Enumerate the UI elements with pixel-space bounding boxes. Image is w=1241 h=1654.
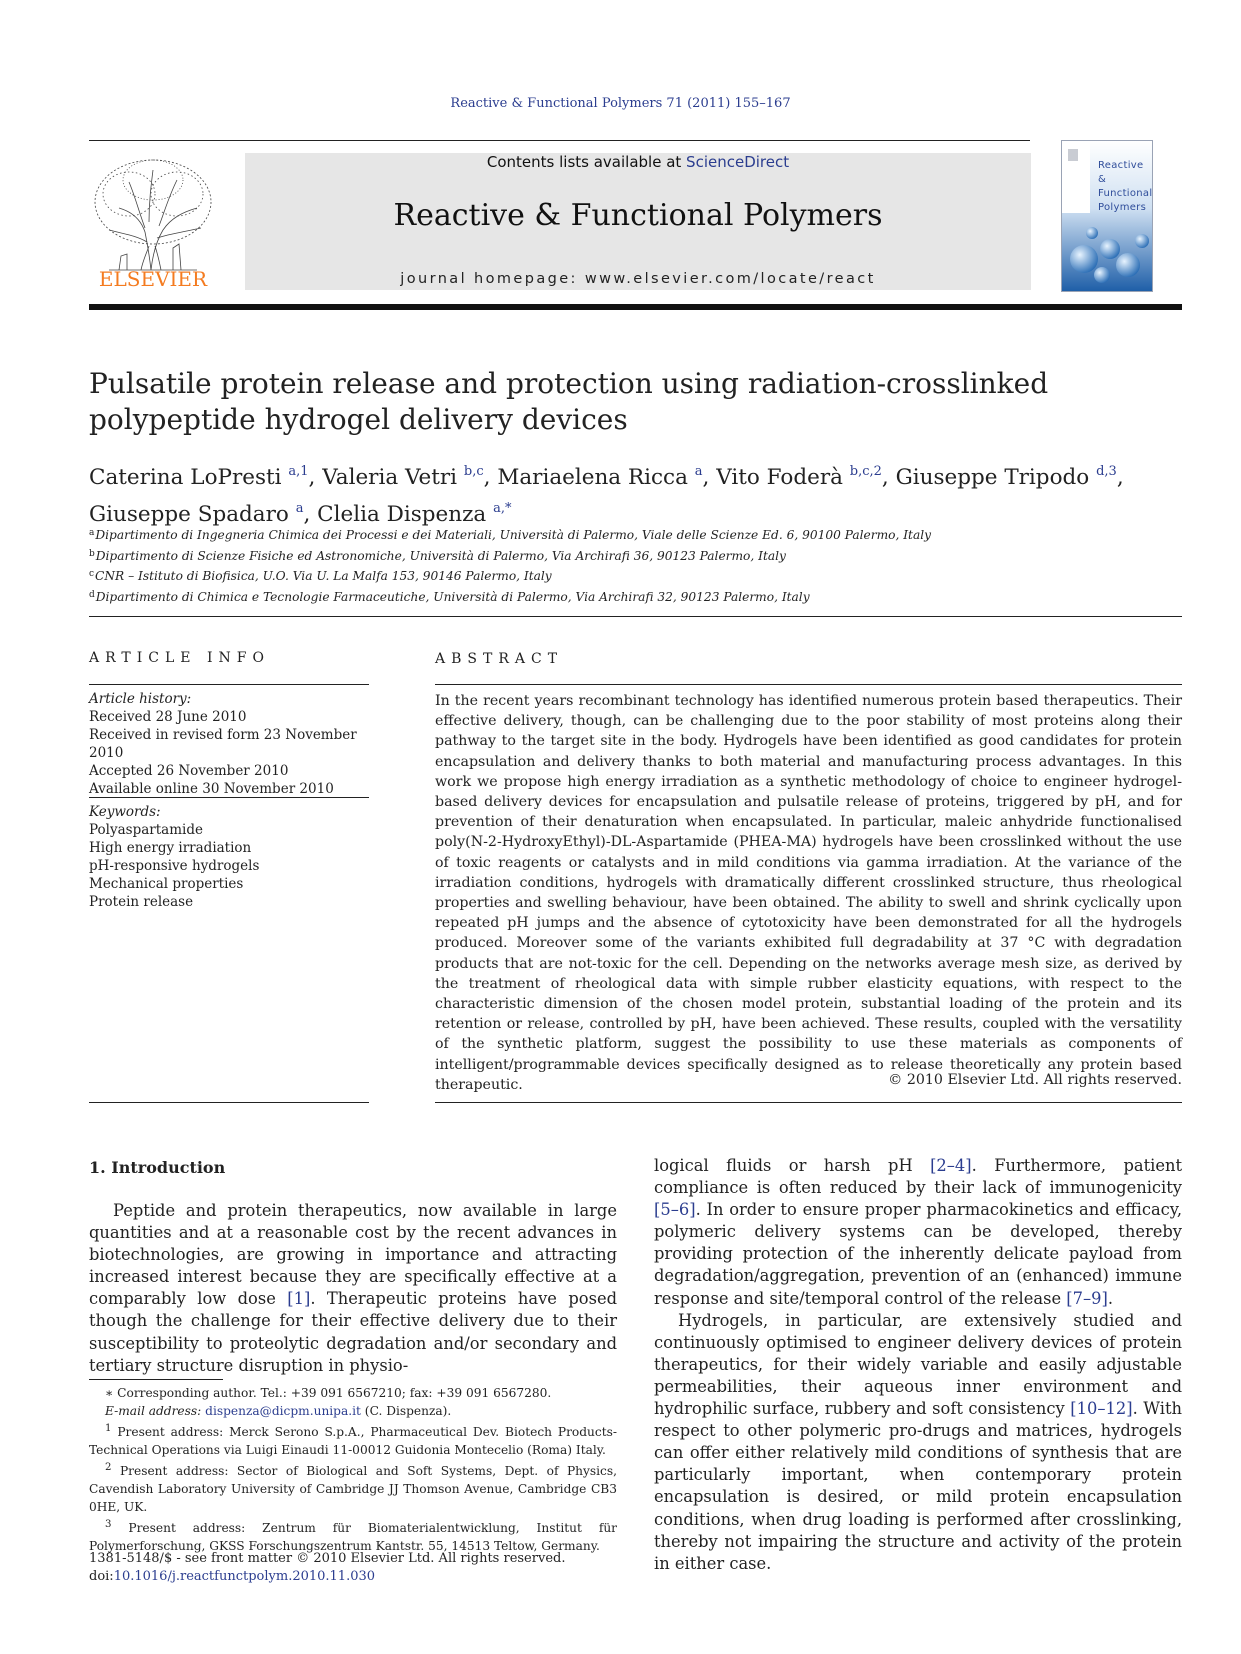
cover-title-line: Polymers — [1098, 202, 1147, 213]
author-separator: , — [881, 465, 896, 490]
keywords-label: Keywords: — [89, 804, 161, 820]
author-name: Mariaelena Ricca — [497, 465, 688, 490]
keywords-divider — [89, 797, 369, 798]
doi-label: doi: — [89, 1569, 114, 1584]
abstract-bottom-rule — [435, 1102, 1182, 1103]
affiliations-divider — [89, 616, 1182, 617]
affiliation — [89, 545, 1182, 566]
affiliation-letter: c — [89, 569, 95, 579]
author-separator: , — [702, 465, 717, 490]
email-suffix: (C. Dispenza). — [360, 1404, 452, 1418]
contents-prefix: Contents lists available at — [486, 153, 687, 171]
citation-link[interactable]: [2–4] — [930, 1156, 972, 1175]
footnote — [89, 1420, 617, 1459]
author-affiliation-link[interactable]: a — [694, 464, 703, 479]
author-separator: , — [1116, 465, 1124, 490]
body-text: logical fluids or harsh pH — [654, 1156, 931, 1175]
body-text: Hydrogels, in particular, are extensively studied and continuously optimised to engineer delivery devices of protein therapeutics, for their widely variable and easily adjustable permeabilities, their aqueous inner environment and hydrophilic surface, rubbery and soft consistency — [654, 1310, 1182, 1419]
abstract-copyright: © 2010 Elsevier Ltd. All rights reserved. — [888, 1072, 1182, 1088]
abstract-divider — [435, 684, 1182, 685]
corresponding-author-link[interactable]: a,* — [493, 501, 512, 516]
body-text: . Furthermore, patient compliance is often reduced by their lack of immunogenicity — [654, 1156, 1182, 1198]
affiliation-letter: b — [89, 548, 95, 559]
body-column-left — [89, 1200, 617, 1377]
body-text: . Therapeutic proteins have posed though the challenge for their effective delivery due to their susceptibility to proteolytic degradation and/or secondary and tertiary structure disruption in physio- — [89, 1289, 618, 1375]
author — [322, 465, 497, 490]
author-name: Giuseppe Spadaro — [89, 502, 289, 527]
article-history-label: Article history: — [89, 691, 192, 707]
elsevier-wordmark: ELSEVIER — [98, 267, 208, 291]
citation-link[interactable]: [7–9] — [1066, 1288, 1108, 1308]
author-name: Clelia Dispenza — [317, 502, 487, 527]
affiliation — [89, 565, 1182, 586]
footnote-number: 3 — [105, 1519, 112, 1531]
abstract-text: In the recent years recombinant technology has identified numerous protein based therapeutics. Their effective delivery, though, can be challenging due to the poor stability of most proteins along their pathway to the target site in the body. Hydrogels have been identified as good candidates for protein encapsulation and delivery thanks to both material and manufacturing process advantages. In this work we propose high energy irradiation as a synthetic methodology of choice to engineer hydrogel-based delivery devices for encapsulation and pulsatile release of proteins, triggered by pH, and for prevention of their denaturation when encapsulated. In particular, maleic anhydride functionalised poly(N-2-HydroxyEthyl)-DL-Aspartamide (PHEA-MA) hydrogels have been crosslinked without the use of toxic reagents or catalysts and in mild conditions via gamma irradiation. At the variance of the irradiation conditions, hydrogels with dramatically different crosslinked structure, thus rheological properties and swelling behaviour, have been obtained. The ability to swell and shrink cyclically upon repeated pH jumps and the absence of cytotoxicity have been demonstrated for all the hydrogels produced. Moreover some of the variants exhibited full degradability at 37 °C with degradation products that are not-toxic for the cell. Depending on the networks average mesh size, as derived by the treatment of rheological data with simple rubber elasticity equations, with respect to the characteristic dimension of the chosen model protein, substantial loading of the protein and its retention or release, controlled by pH, have been achieved. These results, coupled with the versatility of the synthetic platform, suggest the possibility to use these materials as components of intelligent/programmable devices specifically designed as to release theoretically any protein based therapeutic. — [435, 693, 1182, 1093]
sciencedirect-link[interactable]: ScienceDirect — [686, 153, 790, 171]
author-separator: , — [303, 502, 318, 527]
front-matter — [89, 1550, 689, 1586]
journal-cover-image — [1061, 140, 1153, 292]
body-paragraph — [654, 1155, 1182, 1310]
header-top-rule — [89, 140, 1030, 141]
doi-link[interactable]: 10.1016/j.reactfunctpolym.2010.11.030 — [113, 1569, 376, 1584]
footnote — [89, 1459, 617, 1516]
author-separator: , — [483, 465, 498, 490]
article-history — [89, 690, 379, 798]
footnote-email — [89, 1402, 617, 1420]
section-heading-introduction: 1. Introduction — [89, 1158, 226, 1177]
body-column-right — [654, 1155, 1182, 1575]
keyword: pH-responsive hydrogels — [89, 858, 260, 874]
article-title: Pulsatile protein release and protection using radiation-crosslinked polypeptide hydrogel delivery devices — [89, 367, 1049, 436]
affiliation-text: CNR – Istituto di Biofisica, U.O. Via U. La Malfa 153, 90146 Palermo, Italy — [95, 569, 552, 583]
author-affiliation-link[interactable]: b,c — [463, 464, 484, 479]
keyword: Mechanical properties — [89, 876, 244, 892]
author-name: Giuseppe Tripodo — [895, 465, 1090, 490]
history-entry: Received in revised form 23 November 2010 — [89, 727, 357, 761]
citation-link[interactable]: [10–12] — [1070, 1399, 1133, 1419]
keywords — [89, 803, 379, 911]
footnotes — [89, 1384, 617, 1555]
author — [497, 465, 716, 490]
citation-link[interactable]: [1] — [287, 1289, 311, 1309]
footnote-text: Present address: Merck Serono S.p.A., Pharmaceutical Dev. Biotech Products-Technical Operations via Luigi Einaudi 11-00012 Guidonia Montecelio (Roma) Italy. — [89, 1425, 617, 1458]
author-separator: , — [308, 465, 323, 490]
abstract-heading: ABSTRACT — [435, 651, 564, 667]
author — [89, 465, 322, 490]
issn-line: 1381-5148/$ - see front matter © 2010 Elsevier Ltd. All rights reserved. — [89, 1551, 566, 1566]
cover-title-line: Reactive & — [1098, 160, 1144, 185]
author — [716, 465, 895, 490]
author-list — [89, 456, 1182, 530]
article-info-divider — [89, 684, 369, 685]
affiliation-text: Dipartimento di Chimica e Tecnologie Farmaceutiche, Università di Palermo, Via Archirafi 32, 90123 Palermo, Italy — [95, 589, 810, 604]
footnote-text: Present address: Sector of Biological and Soft Systems, Dept. of Physics, Cavendish Laboratory University of Cambridge JJ Thomson Avenue, Cambridge CB3 0HE, UK. — [89, 1464, 618, 1515]
footnote-corresponding-author: ∗ Corresponding author. Tel.: +39 091 6567210; fax: +39 091 6567280. — [105, 1386, 552, 1400]
affiliation — [89, 586, 1182, 607]
citation-link[interactable]: [5–6] — [654, 1200, 696, 1220]
body-paragraph — [89, 1200, 617, 1377]
footnote-text: Present address: Zentrum für Biomaterialentwicklung, Institut für Polymerforschung, GKSS Forschungszentrum Kantstr. 55, 14513 Teltow, Germany. — [89, 1521, 617, 1554]
author-name: Caterina LoPresti — [89, 465, 282, 490]
keyword: Protein release — [89, 894, 194, 910]
author-affiliation-link[interactable]: d,3 — [1096, 464, 1117, 479]
affiliations — [89, 524, 1182, 606]
author-affiliation-link[interactable]: a,1 — [288, 464, 309, 479]
affiliation-letter: a — [89, 528, 95, 538]
body-text: . — [1107, 1288, 1114, 1308]
footnote-divider — [89, 1379, 223, 1380]
article-info-bottom-rule — [89, 1102, 369, 1103]
cover-title — [1098, 159, 1152, 215]
affiliation-letter: d — [89, 589, 95, 600]
author — [896, 465, 1124, 490]
history-entry: Accepted 26 November 2010 — [89, 763, 289, 779]
body-text: Peptide and protein therapeutics, now available in large quantities and at a reasonable cost by the recent advances in biotechnologies, are growing in importance and attracting increased interest because they are specifically effective at a comparably low dose — [89, 1201, 617, 1309]
author-name: Valeria Vetri — [322, 465, 458, 490]
doi-line — [89, 1568, 689, 1586]
body-text: . With respect to other polymeric pro-drugs and matrices, hydrogels can offer either relatively mild conditions of synthesis that are particularly important, when contemporary protein encapsulation is desired, or mild protein encapsulation conditions, when drug loading is performed after crosslinking, thereby not impairing the structure and activity of the protein in either case. — [654, 1399, 1182, 1573]
journal-homepage-link[interactable]: journal homepage: www.elsevier.com/locate/react — [400, 271, 876, 287]
body-text: . In order to ensure proper pharmacokinetics and efficacy, polymeric delivery systems can be developed, thereby providing protection of the inherently delicate payload from degradation/aggregation, prevention of an (enhanced) immune response and site/temporal control of the release — [654, 1200, 1182, 1308]
history-entry: Available online 30 November 2010 — [89, 781, 334, 797]
affiliation-text: Dipartimento di Scienze Fisiche ed Astronomiche, Università di Palermo, Via Archirafi 36, 90123 Palermo, Italy — [95, 548, 786, 563]
body-paragraph — [654, 1310, 1182, 1575]
elsevier-tree-icon — [89, 152, 217, 292]
journal-title: Reactive & Functional Polymers — [393, 198, 883, 233]
affiliation-text: Dipartimento di Ingegneria Chimica dei Processi e dei Materiali, Università di Palermo, Viale delle Scienze Ed. 6, 90100 Palermo, Italy — [95, 528, 931, 542]
email-label: E-mail address: — [105, 1404, 202, 1418]
article-info-heading: ARTICLE INFO — [89, 650, 270, 666]
keyword: High energy irradiation — [89, 840, 252, 856]
affiliation — [89, 524, 1182, 545]
journal-reference[interactable]: Reactive & Functional Polymers 71 (2011) 155–167 — [450, 96, 791, 111]
email-link[interactable]: dispenza@dicpm.unipa.it — [205, 1404, 361, 1418]
elsevier-logo — [89, 152, 217, 292]
cover-title-line: Functional — [1098, 188, 1153, 199]
author-affiliation-link[interactable]: b,c,2 — [849, 464, 882, 479]
author-affiliation-link[interactable]: a — [295, 501, 304, 516]
header-thick-rule — [89, 304, 1182, 310]
contents-available-line — [245, 153, 1031, 171]
footnote-number: 2 — [105, 1462, 112, 1474]
author-name: Vito Foderà — [716, 465, 843, 490]
keyword: Polyaspartamide — [89, 822, 203, 838]
footnote-number: 1 — [105, 1423, 112, 1434]
history-entry: Received 28 June 2010 — [89, 709, 247, 725]
